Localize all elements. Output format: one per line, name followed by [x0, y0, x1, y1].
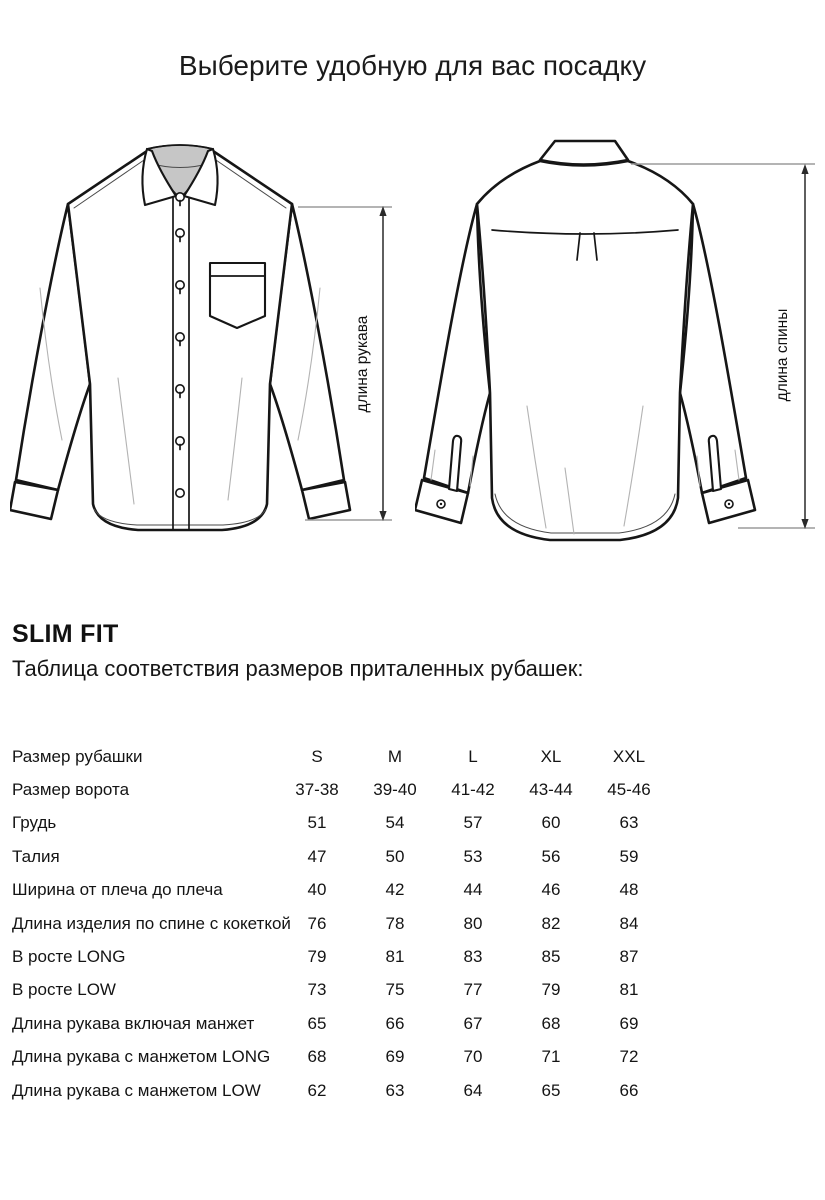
table-cell: 63 — [385, 1080, 405, 1100]
table-row-label: Длина рукава с манжетом LOW — [12, 1080, 261, 1100]
table-cell: S — [311, 746, 323, 766]
table-cell: 56 — [541, 846, 561, 866]
table-cell: 62 — [307, 1080, 327, 1100]
table-cell: 45-46 — [607, 780, 651, 800]
table-cell: 70 — [463, 1047, 483, 1067]
sleeve-length-label: длина рукава — [354, 315, 371, 413]
slim-fit-heading: SLIM FIT — [12, 620, 119, 648]
table-cell: 65 — [307, 1013, 327, 1033]
table-row — [12, 974, 692, 1007]
table-cell: 41-42 — [451, 780, 495, 800]
table-row — [12, 907, 692, 940]
table-cell: 87 — [619, 947, 639, 967]
table-subtitle: Таблица соответствия размеров приталенных рубашек: — [12, 656, 584, 681]
table-cell: 43-44 — [529, 780, 573, 800]
table-cell: 63 — [619, 813, 639, 833]
table-row-label: Длина рукава включая манжет — [12, 1013, 255, 1033]
table-row — [12, 1041, 692, 1074]
table-cell: 76 — [307, 913, 327, 933]
back-length-label: длина спины — [774, 308, 791, 402]
table-cell: 47 — [307, 846, 327, 866]
table-cell: 44 — [463, 880, 483, 900]
table-row-label: Размер ворота — [12, 780, 130, 800]
table-row-label: В росте LONG — [12, 947, 126, 967]
back-body — [477, 161, 693, 540]
table-cell: 42 — [385, 880, 405, 900]
table-cell: 81 — [385, 947, 405, 967]
front-left-cuff — [10, 482, 58, 519]
table-row — [12, 874, 692, 907]
table-cell: 39-40 — [373, 780, 417, 800]
table-row-label: Длина изделия по спине с кокеткой — [12, 913, 291, 933]
table-cell: 57 — [463, 813, 483, 833]
table-cell: 64 — [463, 1080, 483, 1100]
table-cell: 73 — [307, 980, 327, 1000]
table-cell: 85 — [541, 947, 561, 967]
table-row — [12, 773, 692, 806]
table-cell: 48 — [619, 880, 639, 900]
table-row — [12, 1007, 692, 1040]
table-row-label: Размер рубашки — [12, 746, 143, 766]
table-cell: 81 — [619, 980, 639, 1000]
table-cell: 68 — [541, 1013, 561, 1033]
table-cell: 67 — [463, 1013, 483, 1033]
table-cell: 46 — [541, 880, 561, 900]
table-cell: 50 — [385, 846, 405, 866]
table-row-label: В росте LOW — [12, 980, 116, 1000]
table-cell: 66 — [385, 1013, 405, 1033]
page-title: Выберите удобную для вас посадку — [178, 50, 647, 81]
table-cell: 69 — [619, 1013, 639, 1033]
table-cell: 83 — [463, 947, 483, 967]
size-table — [12, 740, 692, 1107]
table-row-label: Талия — [12, 846, 60, 866]
table-row — [12, 740, 692, 773]
table-cell: 79 — [541, 980, 561, 1000]
table-cell: 66 — [619, 1080, 639, 1100]
table-cell: 59 — [619, 846, 639, 866]
table-cell: XL — [540, 746, 562, 766]
back-collar — [540, 141, 628, 165]
table-cell: 82 — [541, 913, 561, 933]
table-row-label: Длина рукава с манжетом LONG — [12, 1047, 271, 1067]
table-row — [12, 840, 692, 873]
table-row-label: Ширина от плеча до плеча — [12, 880, 223, 900]
front-pocket — [210, 263, 265, 328]
table-cell: 80 — [463, 913, 483, 933]
table-cell: 69 — [385, 1047, 405, 1067]
table-cell: 53 — [463, 846, 483, 866]
table-cell: 40 — [307, 880, 327, 900]
table-cell: 77 — [463, 980, 483, 1000]
table-cell: 60 — [541, 813, 561, 833]
table-cell: 79 — [307, 947, 327, 967]
table-cell: 51 — [307, 813, 327, 833]
table-cell: 78 — [385, 913, 405, 933]
front-right-cuff — [302, 482, 350, 519]
table-cell: 72 — [619, 1047, 639, 1067]
shirt-back-diagram — [415, 138, 825, 550]
table-row — [12, 940, 692, 973]
table-cell: 37-38 — [295, 780, 339, 800]
shirt-front-diagram — [10, 138, 410, 538]
table-row-label: Грудь — [12, 813, 57, 833]
table-row — [12, 1074, 692, 1107]
table-cell: 71 — [541, 1047, 561, 1067]
table-cell: 84 — [619, 913, 639, 933]
table-cell: 54 — [385, 813, 405, 833]
table-cell: L — [468, 746, 478, 766]
table-cell: 65 — [541, 1080, 561, 1100]
table-cell: 68 — [307, 1047, 327, 1067]
table-cell: M — [387, 746, 403, 766]
table-cell: 75 — [385, 980, 405, 1000]
table-row — [12, 807, 692, 840]
table-cell: XXL — [612, 746, 646, 766]
